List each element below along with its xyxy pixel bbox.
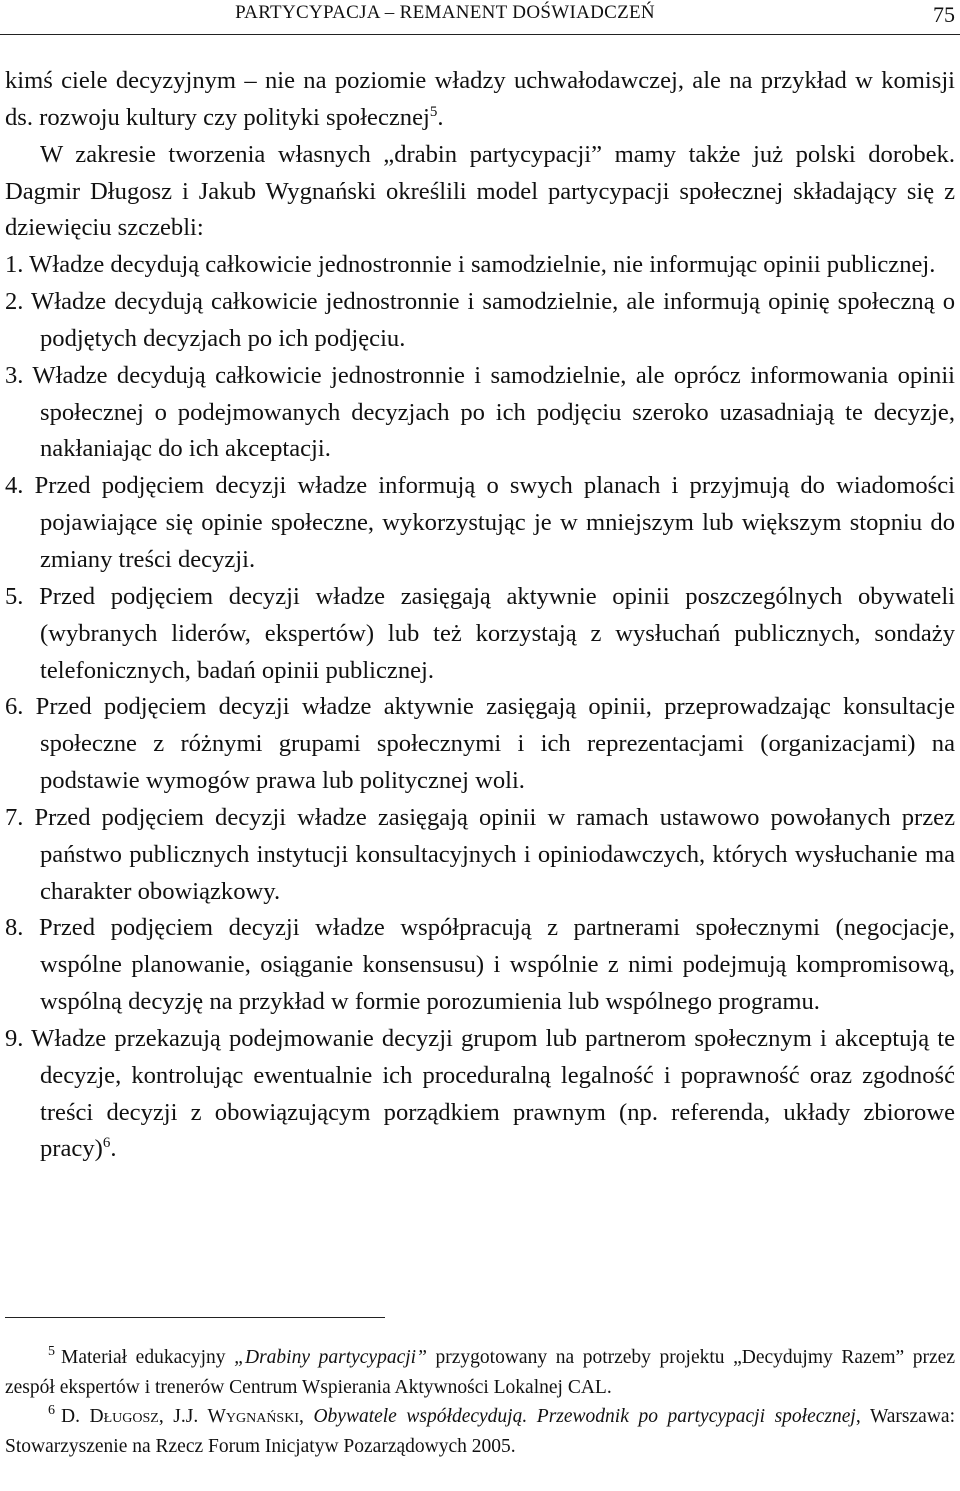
list-item-text: 9. Władze przekazują podejmowanie decyzji grupom lub partnerom społecznym i akceptują te decyzje, kontrolując ewentualnie ich proceduralną legalność i poprawność oraz zgodność treści decyzji z obowiązującym porządkiem prawnym (np. referenda, układy zbiorowe pracy) [5,1024,955,1163]
footnote-5 [5,1343,955,1402]
list-item: 3. Władze decydują całkowicie jednostronnie i samodzielnie, ale oprócz informowania opinii społecznej o podejmowanych decyzjach po ich podjęciu szeroko uzasadniają te decyzje, nakłaniając do ich akceptacji. [5,361,955,463]
footnote-marker: 5 [48,1344,55,1359]
page-number: 75 [933,2,955,27]
list-item: 7. Przed podjęciem decyzji władze zasięgają opinii w ramach ustawowo powołanych przez państwo publicznych instytucji konsultacyjnych i opiniodawczych, których wysłuchanie ma charakter obowiązkowy. [5,803,955,905]
list-item-end: . [110,1135,117,1163]
list-item [5,1021,955,1168]
main-text [5,63,955,1168]
footnote-6 [5,1402,955,1461]
paragraph-end: . [437,103,444,131]
footnote-ref-6[interactable]: 6 [102,1135,111,1152]
list-item: 1. Władze decydują całkowicie jednostronnie i samodzielnie, nie informując opinii publicznej. [5,251,936,279]
footnote-text: przygotowany na potrzeby projektu „Decydujmy Razem” przez zespół ekspertów i trenerów Centrum Wspierania Aktywności Lokalnej CAL. [5,1347,955,1398]
list-item: 4. Przed podjęciem decyzji władze informują o swych planach i przyjmują do wiadomości pojawiające się opinie społeczne, wykorzystując je w mniejszym lub większym stopniu do zmiany treści decyzji. [5,472,955,573]
footnote-text: Materiał edukacyjny [61,1347,235,1368]
footnote-title: „Drabiny partycypacji” [234,1347,427,1368]
list-item: 8. Przed podjęciem decyzji władze współpracują z partnerami społecznymi (negocjacje, wspólne planowanie, osiąganie konsensusu) i wspólnie z nimi podejmują kompromisową, wspólną decyzję na przykład w formie porozumienia lub wspólnego programu. [5,914,955,1016]
running-header [0,0,960,35]
paragraph-continued [5,63,955,137]
footnote-marker: 6 [48,1403,55,1418]
footnote-ref-5[interactable]: 5 [429,103,438,120]
list-item: 2. Władze decydują całkowicie jednostronnie i samodzielnie, ale informują opinię społeczną o podjętych decyzjach po ich podjęciu. [5,288,955,352]
paragraph-intro: W zakresie tworzenia własnych „drabin partycypacji” mamy także już polski dorobek. Dagmir Długosz i Jakub Wygnański określili model partycypacji społecznej składający się z dziewięciu szczebli: [5,140,955,242]
footnote-text: , Warszawa: Stowarzyszenie na Rzecz Forum Inicjatyw Pozarządowych 2005. [5,1406,955,1457]
footnote-separator [5,1317,385,1318]
footnotes [5,1343,955,1461]
footnote-authors: D. Długosz, J.J. Wygnański, [61,1406,314,1427]
paragraph-text: kimś ciele decyzyjnym – nie na poziomie władzy uchwałodawczej, ale na przykład w komisji ds. rozwoju kultury czy polityki społecznej [5,67,955,131]
list-item: 6. Przed podjęciem decyzji władze aktywnie zasięgają opinii, przeprowadzając konsultacje społeczne z różnymi grupami społecznymi i ich reprezentacjami (organizacjami) na podstawie wymogów prawa lub politycznej woli. [5,693,955,795]
footnote-title: Obywatele współdecydują. Przewodnik po partycypacji społecznej [313,1406,856,1427]
running-title: PARTYCYPACJA – REMANENT DOŚWIADCZEŃ [235,2,655,23]
list-item: 5. Przed podjęciem decyzji władze zasięgają aktywnie opinii poszczególnych obywateli (wybranych liderów, ekspertów) lub też korzystają z wysłuchań publicznych, sondaży telefonicznych, badań opinii publicznej. [5,582,955,684]
